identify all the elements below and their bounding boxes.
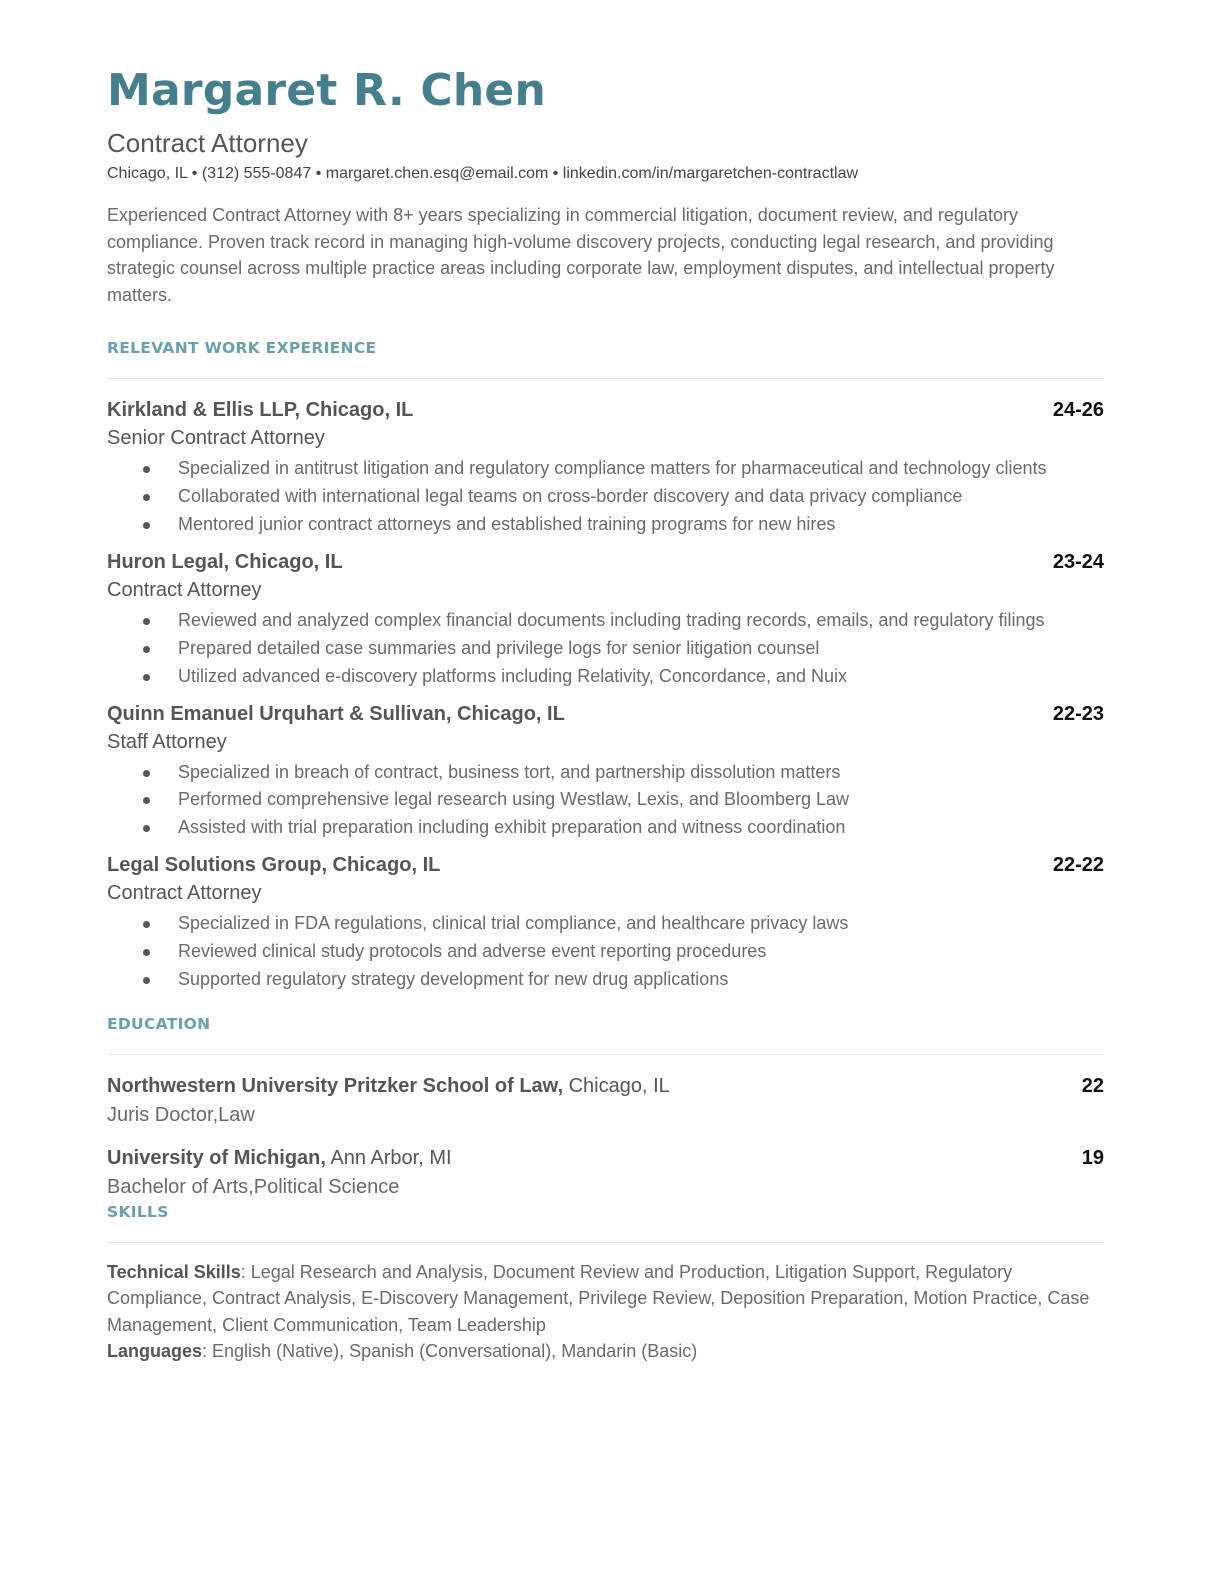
- technical-skills-label: Technical Skills: [107, 1261, 241, 1282]
- education-degree: Bachelor of Arts,Political Science: [107, 1175, 400, 1198]
- job-organization: Kirkland & Ellis LLP, Chicago, IL: [107, 399, 414, 422]
- education-year: 22: [1081, 1074, 1104, 1097]
- education-divider: [107, 1054, 1104, 1055]
- job-bullet: Utilized advanced e-discovery platforms including Relativity, Concordance, and Nuix: [107, 663, 1104, 690]
- languages-list: : English (Native), Spanish (Conversational), Mandarin (Basic): [202, 1341, 698, 1362]
- job-dates: 22-22: [1052, 854, 1104, 877]
- job-organization: Quinn Emanuel Urquhart & Sullivan, Chicago, IL: [107, 702, 565, 725]
- job-bullet: Supported regulatory strategy development for new drug applications: [107, 966, 1104, 993]
- professional-summary: Experienced Contract Attorney with 8+ years specializing in commercial litigation, document review, and regulatory compliance. Proven track record in managing high-volume discovery projects, conducting legal research, and providing strategic counsel across multiple practice areas including corporate law, employment disputes, and intellectual property matters.: [107, 205, 1055, 305]
- job-entry: [107, 550, 1104, 690]
- education-school-line: [107, 1074, 670, 1098]
- job-bullet: Mentored junior contract attorneys and established training programs for new hires: [107, 511, 1104, 538]
- candidate-name: Margaret R. Chen: [107, 65, 546, 116]
- contact-line: Chicago, IL • (312) 555-0847 • margaret.chen.esq@email.com • linkedin.com/in/margaretchen-contractlaw: [107, 165, 859, 182]
- education-degree: Juris Doctor,Law: [107, 1103, 255, 1126]
- skills-section-title: SKILLS: [107, 1202, 169, 1221]
- job-bullets: [107, 910, 1104, 993]
- education-school-line: [107, 1146, 452, 1170]
- technical-skills: [107, 1259, 1104, 1339]
- job-header: [107, 398, 1104, 422]
- job-bullets: [107, 759, 1104, 842]
- job-dates: 23-24: [1052, 550, 1104, 573]
- job-title: Contract Attorney: [107, 578, 262, 601]
- bullet-dot-icon: [143, 618, 150, 625]
- bullet-dot-icon: [143, 494, 150, 501]
- job-bullet: Collaborated with international legal teams on cross-border discovery and data privacy compliance: [107, 483, 1104, 510]
- school-name: Northwestern University Pritzker School of Law,: [107, 1074, 564, 1097]
- job-bullets: [107, 607, 1104, 690]
- job-title: Staff Attorney: [107, 730, 227, 753]
- resume-page: [107, 64, 1104, 1365]
- bullet-dot-icon: [143, 674, 150, 681]
- job-dates: 22-23: [1052, 702, 1104, 725]
- candidate-role: Contract Attorney: [107, 128, 308, 158]
- education-entry: [107, 1074, 1104, 1128]
- languages-label: Languages: [107, 1341, 203, 1362]
- job-dates: 24-26: [1052, 399, 1104, 422]
- technical-skills-list: : Legal Research and Analysis, Document Review and Production, Litigation Support, Regulatory Compliance, Contract Analysis, E-Discovery Management, Privilege Review, Deposition Preparation, Motion Practice, Case Management, Client Communication, Team Leadership: [107, 1261, 1090, 1335]
- job-bullet: Prepared detailed case summaries and privilege logs for senior litigation counsel: [107, 635, 1104, 662]
- job-organization: Huron Legal, Chicago, IL: [107, 550, 343, 573]
- bullet-dot-icon: [143, 977, 150, 984]
- bullet-dot-icon: [143, 466, 150, 473]
- experience-divider: [107, 378, 1104, 379]
- education-year: 19: [1081, 1146, 1104, 1169]
- education-entry: [107, 1146, 1104, 1200]
- bullet-dot-icon: [143, 797, 150, 804]
- bullet-dot-icon: [143, 921, 150, 928]
- job-bullet: Specialized in breach of contract, business tort, and partnership dissolution matters: [107, 759, 1104, 786]
- job-entry: [107, 398, 1104, 538]
- education-section-title: EDUCATION: [107, 1014, 211, 1033]
- experience-section-title: RELEVANT WORK EXPERIENCE: [107, 339, 377, 358]
- skills-divider: [107, 1242, 1104, 1243]
- bullet-dot-icon: [143, 522, 150, 529]
- education-header: [107, 1074, 1104, 1098]
- job-title: Senior Contract Attorney: [107, 427, 325, 450]
- school-name: University of Michigan,: [107, 1146, 326, 1169]
- job-bullet: Specialized in antitrust litigation and regulatory compliance matters for pharmaceutical and technology clients: [107, 455, 1104, 482]
- bullet-dot-icon: [143, 770, 150, 777]
- job-bullet: Reviewed and analyzed complex financial documents including trading records, emails, and regulatory filings: [107, 607, 1104, 634]
- job-bullet: Assisted with trial preparation including exhibit preparation and witness coordination: [107, 814, 1104, 841]
- job-title: Contract Attorney: [107, 882, 262, 905]
- job-organization: Legal Solutions Group, Chicago, IL: [107, 854, 441, 877]
- job-entry: [107, 853, 1104, 993]
- bullet-dot-icon: [143, 825, 150, 832]
- job-bullets: [107, 455, 1104, 538]
- job-bullet: Performed comprehensive legal research using Westlaw, Lexis, and Bloomberg Law: [107, 786, 1104, 813]
- school-location: Chicago, IL: [568, 1074, 670, 1097]
- job-header: [107, 550, 1104, 574]
- bullet-dot-icon: [143, 949, 150, 956]
- job-header: [107, 853, 1104, 877]
- education-header: [107, 1146, 1104, 1170]
- languages: [107, 1338, 1104, 1365]
- school-location: Ann Arbor, MI: [330, 1146, 452, 1169]
- experience-list: [107, 398, 1104, 992]
- bullet-dot-icon: [143, 646, 150, 653]
- job-header: [107, 702, 1104, 726]
- education-list: [107, 1074, 1104, 1200]
- job-bullet: Specialized in FDA regulations, clinical trial compliance, and healthcare privacy laws: [107, 910, 1104, 937]
- job-entry: [107, 702, 1104, 842]
- job-bullet: Reviewed clinical study protocols and adverse event reporting procedures: [107, 938, 1104, 965]
